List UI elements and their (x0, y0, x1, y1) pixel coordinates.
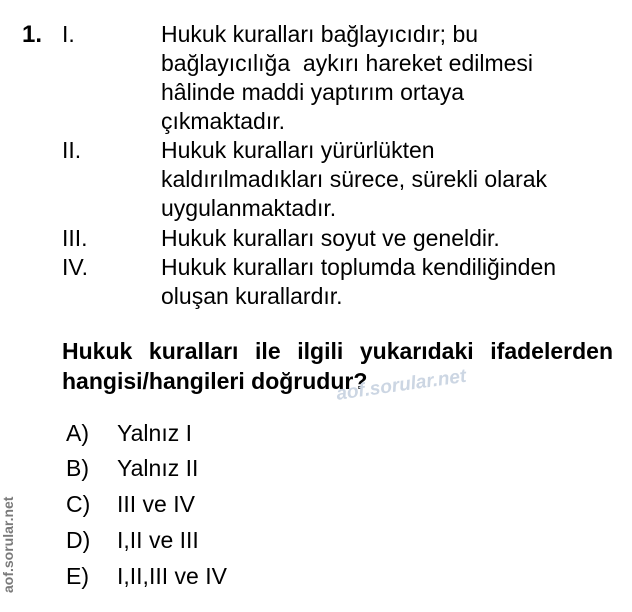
statement-3-numeral: III. (62, 225, 88, 251)
option-e-letter: E) (66, 563, 89, 589)
option-a-letter: A) (66, 420, 89, 446)
statement-1-line-3: hâlinde maddi yaptırım ortaya (161, 79, 464, 105)
option-c-letter: C) (66, 491, 91, 517)
statement-1-text (161, 20, 621, 136)
option-e-text: I,II,III ve IV (117, 563, 227, 589)
statement-4-line-2: oluşan kurallardır. (161, 283, 343, 309)
option-d-text: I,II ve III (117, 527, 199, 553)
statement-3-text (161, 224, 621, 253)
statement-1-line-2: bağlayıcılığa aykırı hareket edilmesi (161, 50, 534, 76)
question-number: 1. (22, 21, 43, 48)
statement-2-text (161, 136, 621, 223)
statement-2-line-3: uygulanmaktadır. (161, 195, 337, 221)
statement-1-numeral: I. (62, 21, 75, 47)
statement-3-line-1: Hukuk kuralları soyut ve geneldir. (161, 225, 500, 251)
statement-4-text (161, 253, 621, 311)
statement-2-numeral: II. (62, 137, 82, 163)
statement-1-line-1: Hukuk kuralları bağlayıcıdır; bu (161, 21, 479, 47)
question-stem: Hukuk kuralları ile ilgili yukarıdaki ifadelerden hangisi/hangileri doğrudur? (62, 338, 613, 394)
statement-4-line-1: Hukuk kuralları toplumda kendiliğinden (161, 254, 557, 280)
statement-2-line-2: kaldırılmadıkları sürece, sürekli olarak (161, 166, 548, 192)
option-a-text: Yalnız I (117, 420, 192, 446)
statement-4-numeral: IV. (62, 254, 89, 280)
watermark-side: aof.sorular.net (0, 496, 16, 593)
watermark-center: aof.sorular.net (335, 365, 468, 405)
statement-2-line-1: Hukuk kuralları yürürlükten (161, 137, 435, 163)
statement-1-line-4: çıkmaktadır. (161, 108, 285, 134)
option-b-text: Yalnız II (117, 455, 199, 481)
option-d-letter: D) (66, 527, 91, 553)
option-b-letter: B) (66, 455, 89, 481)
option-c-text: III ve IV (117, 491, 195, 517)
